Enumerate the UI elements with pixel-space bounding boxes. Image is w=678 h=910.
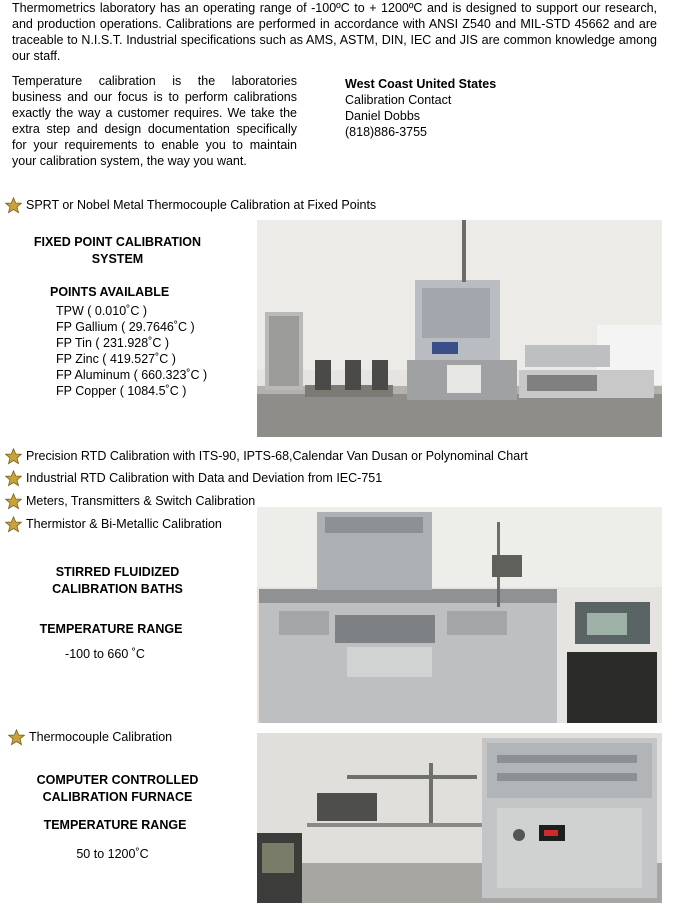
bullet-thermocouple <box>8 728 172 746</box>
list-item: TPW ( 0.010˚C ) <box>56 304 147 318</box>
furnace-title <box>20 772 215 806</box>
list-item: FP Gallium ( 29.7646˚C ) <box>56 320 195 334</box>
star-icon <box>8 729 25 746</box>
fixed-point-title <box>20 234 215 268</box>
calibration-baths-photo <box>257 507 662 723</box>
furnace-range-heading: TEMPERATURE RANGE <box>43 818 187 832</box>
calibration-furnace-photo <box>257 733 662 903</box>
contact-role: Calibration Contact <box>345 93 452 107</box>
title-line: STIRRED FLUIDIZED <box>55 565 180 579</box>
points-heading: POINTS AVAILABLE <box>50 285 170 299</box>
bullet-label: Industrial RTD Calibration with Data and Deviation from IEC-751 <box>26 471 383 485</box>
star-icon <box>5 197 22 214</box>
bullet-label: Thermistor & Bi-Metallic Calibration <box>26 517 222 531</box>
baths-title <box>20 564 215 598</box>
star-icon <box>5 470 22 487</box>
list-item: FP Zinc ( 419.527˚C ) <box>56 352 176 366</box>
bullet-thermistor <box>5 515 222 533</box>
contact-phone[interactable]: (818)886-3755 <box>345 125 428 139</box>
star-icon <box>5 516 22 533</box>
fixed-point-lab-photo <box>257 220 662 437</box>
baths-range-heading: TEMPERATURE RANGE <box>39 622 183 636</box>
star-icon <box>5 493 22 510</box>
star-icon <box>5 448 22 465</box>
bullet-precision-rtd <box>5 447 528 465</box>
bullet-label: SPRT or Nobel Metal Thermocouple Calibration at Fixed Points <box>26 198 377 212</box>
baths-range-value: -100 to 660 ˚C <box>65 647 145 661</box>
list-item: FP Tin ( 231.928˚C ) <box>56 336 170 350</box>
focus-paragraph: Temperature calibration is the laboratories business and our focus is to perform calibrations exactly the way a customer requires. We take the extra step and design documentation specifically for your requirements to enable you to maintain your calibration system, the way you want. <box>12 74 297 168</box>
intro-paragraph: Thermometrics laboratory has an operating range of -100ºC to + 1200ºC and is designed to support our research, and production operations. Calibrations are performed in accordance with ANSI Z540 and MIL-STD 45662 and are traceable to N.I.S.T. Industrial specifications such as AMS, ASTM, DIN, IEC and JIS are common knowledge among our staff. <box>12 1 657 63</box>
contact-block <box>345 76 575 140</box>
title-line: SYSTEM <box>91 252 144 266</box>
contact-region: West Coast United States <box>345 77 497 91</box>
title-line: COMPUTER CONTROLLED <box>36 773 199 787</box>
contact-name: Daniel Dobbs <box>345 109 421 123</box>
furnace-range-value: 50 to 1200˚C <box>76 847 149 861</box>
bullet-label: Precision RTD Calibration with ITS-90, IPTS-68,Calendar Van Dusan or Polynominal Chart <box>26 449 528 463</box>
points-list <box>56 303 207 399</box>
list-item: FP Aluminum ( 660.323˚C ) <box>56 368 208 382</box>
list-item: FP Copper ( 1084.5˚C ) <box>56 384 187 398</box>
bullet-fixed-points <box>5 196 376 214</box>
bullet-label: Thermocouple Calibration <box>29 730 173 744</box>
title-line: CALIBRATION BATHS <box>52 582 183 596</box>
bullet-label: Meters, Transmitters & Switch Calibration <box>26 494 256 508</box>
title-line: CALIBRATION FURNACE <box>42 790 193 804</box>
bullet-industrial-rtd <box>5 469 382 487</box>
title-line: FIXED POINT CALIBRATION <box>33 235 202 249</box>
bullet-meters <box>5 492 255 510</box>
